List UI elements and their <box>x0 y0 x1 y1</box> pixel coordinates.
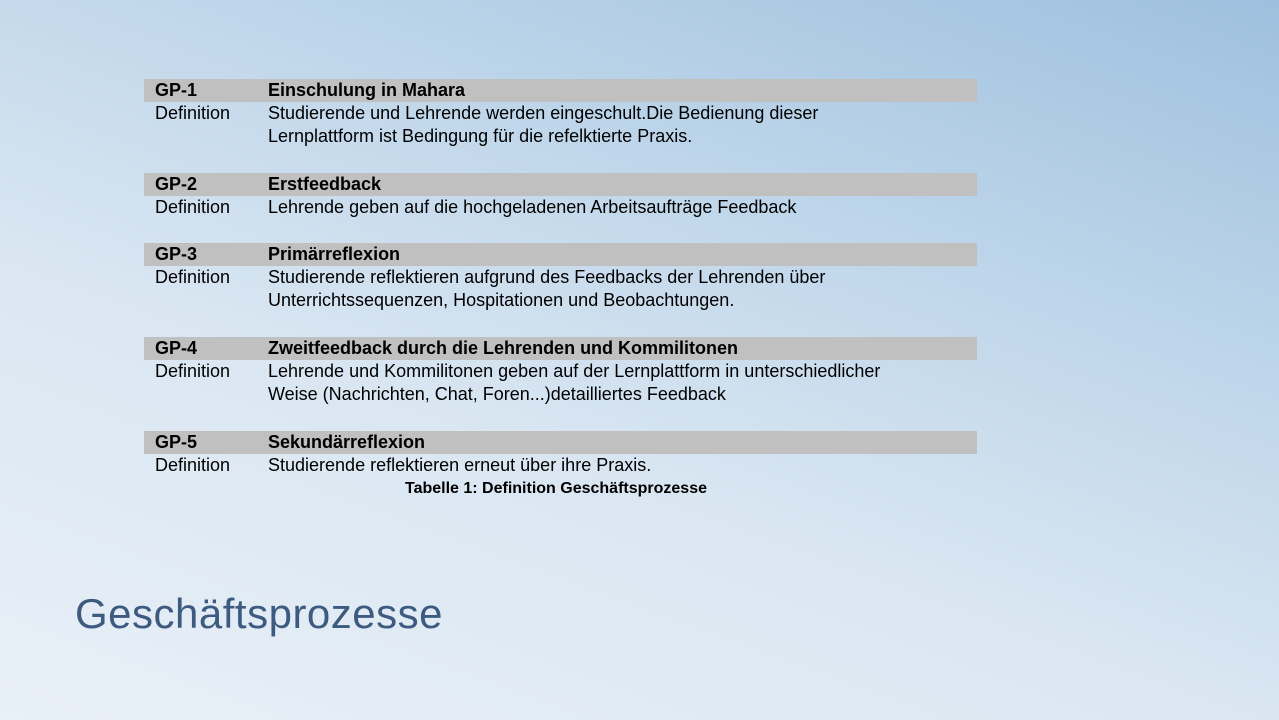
slide-title: Geschäftsprozesse <box>75 590 444 637</box>
definition-label: Definition <box>155 455 231 475</box>
definition-line: Unterrichtssequenzen, Hospitationen und Beobachtungen. <box>268 290 735 310</box>
definition-label: Definition <box>155 267 231 287</box>
process-header-row <box>144 243 977 266</box>
definition-label: Definition <box>155 197 231 217</box>
process-id: GP-4 <box>155 338 198 358</box>
spacer <box>144 148 977 173</box>
process-id: GP-3 <box>155 244 198 264</box>
spacer <box>144 312 977 337</box>
definition-row <box>144 454 977 477</box>
definition-line: Lehrende und Kommilitonen geben auf der Lernplattform in unterschiedlicher <box>268 361 881 381</box>
process-block-gp1 <box>144 79 977 148</box>
definition-label: Definition <box>155 103 231 123</box>
definition-line: Weise (Nachrichten, Chat, Foren...)detailliertes Feedback <box>268 384 726 404</box>
table-caption: Tabelle 1: Definition Geschäftsprozesse <box>404 480 707 497</box>
definition-row <box>144 102 977 148</box>
definition-row <box>144 266 977 312</box>
definition-text <box>268 360 977 406</box>
process-header-row <box>144 337 977 360</box>
process-name: Erstfeedback <box>268 174 382 194</box>
process-id: GP-5 <box>155 432 198 452</box>
process-block-gp5 <box>144 431 977 477</box>
process-header-row <box>144 173 977 196</box>
process-id: GP-2 <box>155 174 198 194</box>
spacer <box>144 406 977 431</box>
process-header-row <box>144 79 977 102</box>
definition-text <box>268 196 977 219</box>
definition-text <box>268 266 977 312</box>
process-table <box>144 79 977 497</box>
definition-text <box>268 102 977 148</box>
process-block-gp4 <box>144 337 977 406</box>
process-block-gp2 <box>144 173 977 219</box>
spacer <box>144 219 977 243</box>
process-name: Sekundärreflexion <box>268 432 426 452</box>
process-id: GP-1 <box>155 80 198 100</box>
definition-line: Studierende reflektieren erneut über ihre Praxis. <box>268 455 652 475</box>
definition-line: Lernplattform ist Bedingung für die refelktierte Praxis. <box>268 126 693 146</box>
definition-label: Definition <box>155 361 231 381</box>
process-block-gp3 <box>144 243 977 312</box>
definition-row <box>144 360 977 406</box>
definition-text <box>268 454 977 477</box>
process-header-row <box>144 431 977 454</box>
process-name: Zweitfeedback durch die Lehrenden und Kommilitonen <box>268 338 739 358</box>
definition-row <box>144 196 977 219</box>
definition-line: Lehrende geben auf die hochgeladenen Arbeitsaufträge Feedback <box>268 197 797 217</box>
process-name: Primärreflexion <box>268 244 401 264</box>
definition-line: Studierende reflektieren aufgrund des Feedbacks der Lehrenden über <box>268 267 826 287</box>
definition-line: Studierende und Lehrende werden eingeschult.Die Bedienung dieser <box>268 103 819 123</box>
process-name: Einschulung in Mahara <box>268 80 466 100</box>
